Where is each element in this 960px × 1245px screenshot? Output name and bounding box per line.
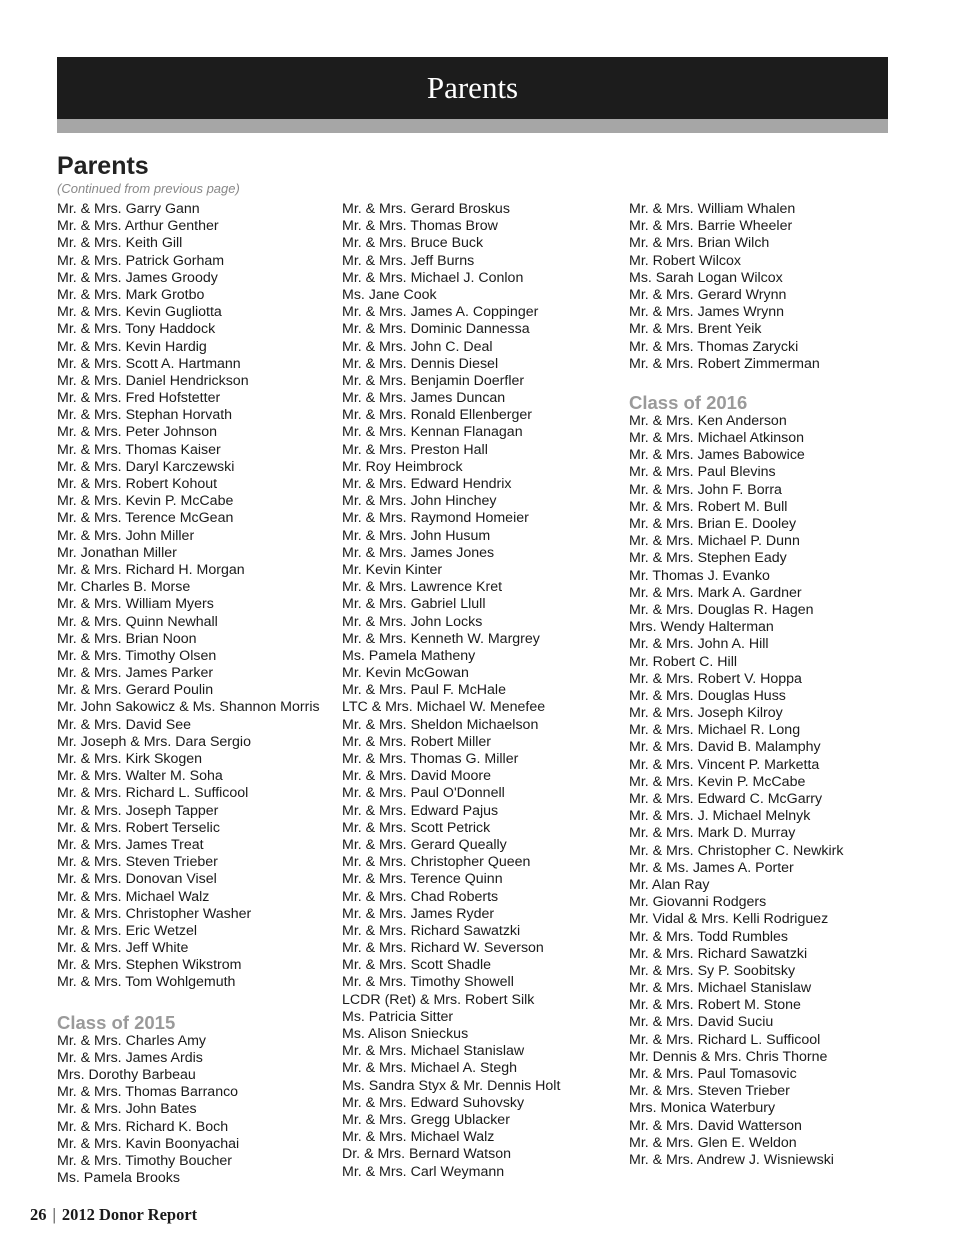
donor-name: Mr. & Mrs. Robert Zimmerman [629, 355, 820, 372]
donor-name: Mr. & Mrs. Paul F. McHale [342, 682, 506, 699]
publication-title: 2012 Donor Report [61, 1205, 198, 1224]
donor-name: Mr. & Mrs. Dominic Dannessa [342, 321, 530, 338]
donor-name: Mr. & Mrs. Richard W. Severson [342, 940, 544, 957]
donor-name: Mr. Roy Heimbrock [342, 458, 463, 475]
page-banner [57, 57, 888, 119]
donor-name: Mr. & Mrs. Edward Pajus [342, 802, 499, 819]
donor-name: Mr. & Mrs. Thomas Barranco [57, 1084, 239, 1101]
donor-name: Mr. & Mrs. Todd Rumbles [629, 928, 788, 945]
donor-name: Mr. & Mrs. Scott Petrick [342, 819, 491, 836]
donor-name: Mr. & Mrs. Gerard Broskus [342, 201, 510, 217]
donor-name: Mr. & Mrs. Robert Miller [342, 733, 491, 750]
donor-name: Mr. & Mrs. Keith Gill [57, 235, 183, 252]
donor-name: Mr. & Mrs. Jeff Burns [342, 252, 475, 269]
donor-name: Mr. & Mrs. Timothy Showell [342, 974, 514, 991]
donor-name: Mr. & Mrs. Steven Trieber [629, 1083, 790, 1100]
donor-name: Mr. & Mrs. Michael Walz [57, 888, 210, 905]
donor-name: Mr. & Mrs. Paul O'Donnell [342, 785, 505, 802]
column-1 [57, 201, 320, 1187]
parents-list-col2 [342, 201, 560, 1181]
donor-name: Mr. & Mrs. Joseph Tapper [57, 802, 219, 819]
donor-name: Mr. & Mrs. Raymond Homeier [342, 510, 529, 527]
donor-name: Mr. & Mrs. Tom Wohlgemuth [57, 974, 236, 991]
donor-name: Mrs. Monica Waterbury [629, 1100, 776, 1117]
donor-name: Mr. & Mrs. John Bates [57, 1101, 197, 1118]
donor-name: Mr. & Mrs. J. Michael Melnyk [629, 808, 811, 825]
donor-name: Mr. & Mrs. Robert M. Stone [629, 997, 801, 1014]
donor-name: Mr. & Mrs. Edward Suhovsky [342, 1094, 525, 1111]
donor-name: Mr. & Mrs. Carl Weymann [342, 1163, 505, 1180]
donor-name: Mr. & Mrs. Lawrence Kret [342, 579, 503, 596]
donor-name: Mr. & Mrs. Vincent P. Marketta [629, 756, 820, 773]
donor-name: Mr. & Mrs. Daniel Hendrickson [57, 372, 249, 389]
donor-name: Mr. & Mrs. Fred Hofstetter [57, 390, 221, 407]
donor-name: Mr. & Mrs. Richard H. Morgan [57, 561, 245, 578]
banner-underline [57, 119, 888, 133]
donor-name: Mr. & Mrs. Ronald Ellenberger [342, 407, 533, 424]
donor-name: Mr. & Mrs. Michael Stanislaw [342, 1043, 525, 1060]
donor-name: Mr. & Mrs. Scott A. Hartmann [57, 355, 241, 372]
donor-name: Ms. Jane Cook [342, 286, 437, 303]
donor-name: Mr. & Mrs. Kenneth W. Margrey [342, 630, 540, 647]
donor-name: Mr. & Mrs. Sy P. Soobitsky [629, 962, 796, 979]
donor-name: Mr. & Mrs. John Hinchey [342, 493, 497, 510]
donor-name: Mr. & Mrs. Michael Stanislaw [629, 980, 812, 997]
donor-name: Mr. & Mrs. Arthur Genther [57, 218, 219, 235]
donor-name: Mr. & Mrs. Kevin Hardig [57, 338, 207, 355]
donor-name: Mr. Kevin Kinter [342, 561, 443, 578]
donor-name: Ms. Sandra Styx & Mr. Dennis Holt [342, 1077, 561, 1094]
donor-name: Mr. & Mrs. Mark Grotbo [57, 286, 205, 303]
donor-name: Mr. & Mrs. Preston Hall [342, 441, 488, 458]
donor-name: Mr. & Mrs. Michael J. Conlon [342, 269, 524, 286]
parents-list-col1 [57, 201, 320, 992]
donor-name: Mr. & Mrs. William Myers [57, 596, 214, 613]
donor-name: Ms. Alison Snieckus [342, 1026, 469, 1042]
donor-name: Mr. & Mrs. Ken Anderson [629, 412, 787, 429]
donor-name: Mr. & Mrs. Stephan Horvath [57, 407, 233, 424]
donor-name: Mr. & Mrs. Edward Hendrix [342, 476, 512, 492]
donor-name: Mr. & Mrs. Thomas Zarycki [629, 338, 799, 355]
donor-name: Mr. & Mrs. Gerard Wrynn [629, 286, 787, 303]
donor-name: Mr. & Mrs. James Wrynn [629, 304, 785, 321]
donor-name: Mr. & Mrs. Timothy Olsen [57, 647, 217, 664]
class-of-2016-heading: Class of 2016 [629, 391, 748, 413]
donor-name: Mr. & Mrs. David Moore [342, 768, 491, 785]
donor-name: Mrs. Wendy Halterman [629, 619, 774, 636]
donor-name: Mr. & Mrs. Charles Amy [57, 1032, 206, 1049]
donor-name: Mr. & Mrs. James Duncan [342, 390, 506, 407]
donor-name: LCDR (Ret) & Mrs. Robert Silk [342, 991, 535, 1008]
donor-name: Mr. & Mrs. Mark A. Gardner [629, 584, 802, 601]
donor-name: Mr. Thomas J. Evanko [629, 567, 770, 584]
donor-name: Mr. & Mrs. Thomas Kaiser [57, 441, 221, 458]
donor-name: Mr. & Mrs. Thomas Brow [342, 218, 498, 235]
donor-name: Mr. & Mrs. Terence McGean [57, 510, 234, 527]
donor-name: Mr. & Mrs. Quinn Newhall [57, 613, 218, 630]
donor-name: Mr. & Mrs. Peter Johnson [57, 424, 218, 441]
donor-name: Mr. & Mrs. Robert M. Bull [629, 498, 788, 515]
donor-name: Mr. Alan Ray [629, 876, 710, 893]
donor-name: Mr. & Mrs. John C. Deal [342, 338, 493, 355]
donor-name: Mr. John Sakowicz & Ms. Shannon Morris [57, 699, 320, 716]
donor-name: Mr. & Mrs. Douglas Huss [629, 687, 786, 704]
donor-name: Mr. & Mrs. Richard L. Sufficool [629, 1031, 821, 1048]
footer-separator: | [52, 1205, 56, 1224]
donor-name: Mr. & Mrs. James Babowice [629, 447, 805, 464]
donor-name: Mr. & Mrs. Bruce Buck [342, 235, 484, 252]
donor-name: Mr. & Mrs. Kevin P. McCabe [57, 493, 234, 510]
donor-name: Mr. & Mrs. Timothy Boucher [57, 1152, 233, 1169]
donor-name: Mr. & Mrs. Glen E. Weldon [629, 1134, 797, 1151]
donor-name: Mr. Jonathan Miller [57, 544, 177, 561]
donor-name: Mr. & Mrs. James Treat [57, 836, 204, 853]
donor-name: Mr. Charles B. Morse [57, 579, 191, 596]
page-footer [30, 1205, 197, 1225]
donor-name: Mr. & Mrs. Mark D. Murray [629, 825, 796, 842]
donor-name: Mr. & Mrs. Kavin Boonyachai [57, 1135, 240, 1152]
donor-name: Mr. & Mrs. Donovan Visel [57, 871, 217, 888]
donor-name: Mr. & Mrs. Kennan Flanagan [342, 424, 523, 441]
donor-name: Mr. & Mrs. Brian Noon [57, 630, 197, 647]
donor-name: Mr. & Mrs. John Husum [342, 527, 491, 544]
donor-name: Mr. Robert Wilcox [629, 252, 741, 269]
donor-name: Mr. & Mrs. Scott Shadle [342, 957, 492, 974]
column-2 [342, 201, 560, 1181]
donor-name: Ms. Patricia Sitter [342, 1008, 454, 1025]
donor-name: Mr. & Mrs. Richard K. Boch [57, 1118, 229, 1135]
donor-name: Mr. Vidal & Mrs. Kelli Rodriguez [629, 911, 829, 928]
donor-name: Ms. Sarah Logan Wilcox [629, 269, 783, 286]
donor-name: Mr. & Mrs. Tony Haddock [57, 321, 216, 338]
donor-name: Mr. & Mrs. James Ryder [342, 905, 495, 922]
donor-name: Mr. & Ms. James A. Porter [629, 859, 794, 876]
donor-name: Mr. & Mrs. John Miller [57, 527, 195, 544]
donor-name: Mrs. Dorothy Barbeau [57, 1067, 196, 1083]
donor-name: Mr. & Mrs. James A. Coppinger [342, 304, 539, 321]
donor-name: Mr. & Mrs. Michael A. Stegh [342, 1060, 518, 1077]
donor-name: Mr. & Mrs. Michael Walz [342, 1129, 495, 1146]
donor-name: Mr. & Mrs. Joseph Kilroy [629, 705, 783, 722]
donor-name: Mr. & Mrs. Paul Tomasovic [629, 1066, 797, 1082]
donor-name: Mr. & Mrs. Michael Atkinson [629, 430, 805, 447]
donor-name: Mr. & Mrs. Dennis Diesel [342, 355, 499, 372]
donor-name: Mr. & Mrs. Stephen Wikstrom [57, 957, 242, 974]
donor-name: Mr. & Mrs. Garry Gann [57, 201, 200, 217]
donor-name: Mr. & Mrs. Chad Roberts [342, 888, 499, 905]
donor-name: Mr. & Mrs. James Parker [57, 665, 214, 682]
donor-name: Mr. & Mrs. David See [57, 716, 192, 733]
donor-name: Mr. Robert C. Hill [629, 653, 737, 670]
donor-name: Mr. & Mrs. Gabriel Llull [342, 596, 486, 613]
donor-name: Mr. & Mrs. Christopher Washer [57, 905, 252, 922]
donor-name: Mr. & Mrs. Paul Blevins [629, 464, 776, 481]
section-heading: Parents [57, 152, 149, 180]
donor-name: Mr. & Mrs. James Jones [342, 544, 495, 561]
donor-name: Mr. & Mrs. John A. Hill [629, 636, 769, 653]
donor-name: Mr. & Mrs. Richard Sawatzki [629, 945, 808, 962]
donor-name: Mr. & Mrs. Douglas R. Hagen [629, 601, 814, 618]
donor-name: Mr. Giovanni Rodgers [629, 894, 767, 911]
donor-name: Dr. & Mrs. Bernard Watson [342, 1146, 511, 1163]
donor-name: Mr. Kevin McGowan [342, 665, 469, 682]
donor-name: Mr. & Mrs. Daryl Karczewski [57, 458, 235, 475]
donor-name: Mr. & Mrs. Richard Sawatzki [342, 922, 521, 939]
donor-name: Mr. & Mrs. Christopher Queen [342, 854, 531, 871]
banner-title: Parents [426, 70, 519, 105]
donor-name: Mr. & Mrs. Kevin Gugliotta [57, 304, 222, 321]
donor-name: Mr. & Mrs. Gregg Ublacker [342, 1111, 510, 1128]
donor-name: Mr. & Mrs. David Watterson [629, 1117, 802, 1134]
donor-name: Mr. & Mrs. Terence Quinn [342, 871, 503, 888]
class-2015-list [57, 1033, 320, 1188]
donor-name: Mr. & Mrs. David Suciu [629, 1014, 774, 1031]
parents-list-col3 [629, 201, 843, 373]
donor-name: Mr. & Mrs. William Whalen [629, 201, 796, 217]
donor-name: Mr. & Mrs. Robert V. Hoppa [629, 670, 802, 687]
donor-name: Mr. & Mrs. Stephen Eady [629, 550, 787, 567]
donor-name: Mr. & Mrs. Kirk Skogen [57, 751, 203, 767]
donor-name: Mr. & Mrs. Brent Yeik [629, 321, 762, 338]
donor-name: Mr. Joseph & Mrs. Dara Sergio [57, 733, 251, 750]
continued-note: (Continued from previous page) [57, 181, 240, 196]
donor-name: LTC & Mrs. Michael W. Menefee [342, 699, 546, 716]
donor-name: Mr. & Mrs. Brian Wilch [629, 235, 770, 252]
donor-name: Mr. & Mrs. Robert Terselic [57, 819, 220, 836]
donor-name: Mr. & Mrs. Brian E. Dooley [629, 516, 797, 532]
donor-name: Mr. & Mrs. Andrew J. Wisniewski [629, 1151, 834, 1168]
page-number: 26 [30, 1205, 47, 1224]
donor-name: Mr. & Mrs. Gerard Queally [342, 836, 507, 853]
donor-name: Mr. & Mrs. Thomas G. Miller [342, 751, 519, 767]
class-2016-list [629, 413, 843, 1169]
donor-name: Mr. & Mrs. Richard L. Sufficool [57, 785, 249, 802]
donor-name: Mr. & Mrs. James Groody [57, 269, 218, 286]
donor-name: Mr. & Mrs. Jeff White [57, 940, 189, 957]
donor-name: Mr. & Mrs. James Ardis [57, 1049, 203, 1066]
donor-name: Mr. & Mrs. Gerard Poulin [57, 682, 214, 699]
donor-name: Mr. & Mrs. Robert Kohout [57, 476, 218, 492]
donor-name: Mr. & Mrs. David B. Malamphy [629, 739, 821, 756]
column-3 [629, 201, 843, 1169]
donor-name: Mr. & Mrs. Michael R. Long [629, 722, 801, 739]
donor-name: Mr. & Mrs. Christopher C. Newkirk [629, 842, 844, 859]
donor-name: Mr. & Mrs. Patrick Gorham [57, 252, 225, 269]
donor-name: Mr. Dennis & Mrs. Chris Thorne [629, 1048, 828, 1065]
donor-name: Mr. & Mrs. John F. Borra [629, 481, 782, 498]
class-of-2015-heading: Class of 2015 [57, 1011, 176, 1033]
donor-name: Ms. Pamela Brooks [57, 1170, 180, 1187]
donor-name: Mr. & Mrs. Steven Trieber [57, 854, 218, 871]
donor-name: Mr. & Mrs. Kevin P. McCabe [629, 773, 806, 790]
donor-name: Ms. Pamela Matheny [342, 647, 476, 664]
donor-name: Mr. & Mrs. Benjamin Doerfler [342, 372, 525, 389]
donor-name: Mr. & Mrs. Michael P. Dunn [629, 533, 800, 550]
donor-name: Mr. & Mrs. Eric Wetzel [57, 922, 198, 939]
donor-name: Mr. & Mrs. Barrie Wheeler [629, 218, 793, 235]
donor-name: Mr. & Mrs. Edward C. McGarry [629, 791, 823, 807]
donor-name: Mr. & Mrs. Sheldon Michaelson [342, 716, 539, 733]
donor-name: Mr. & Mrs. John Locks [342, 613, 483, 630]
donor-name: Mr. & Mrs. Walter M. Soha [57, 768, 223, 785]
